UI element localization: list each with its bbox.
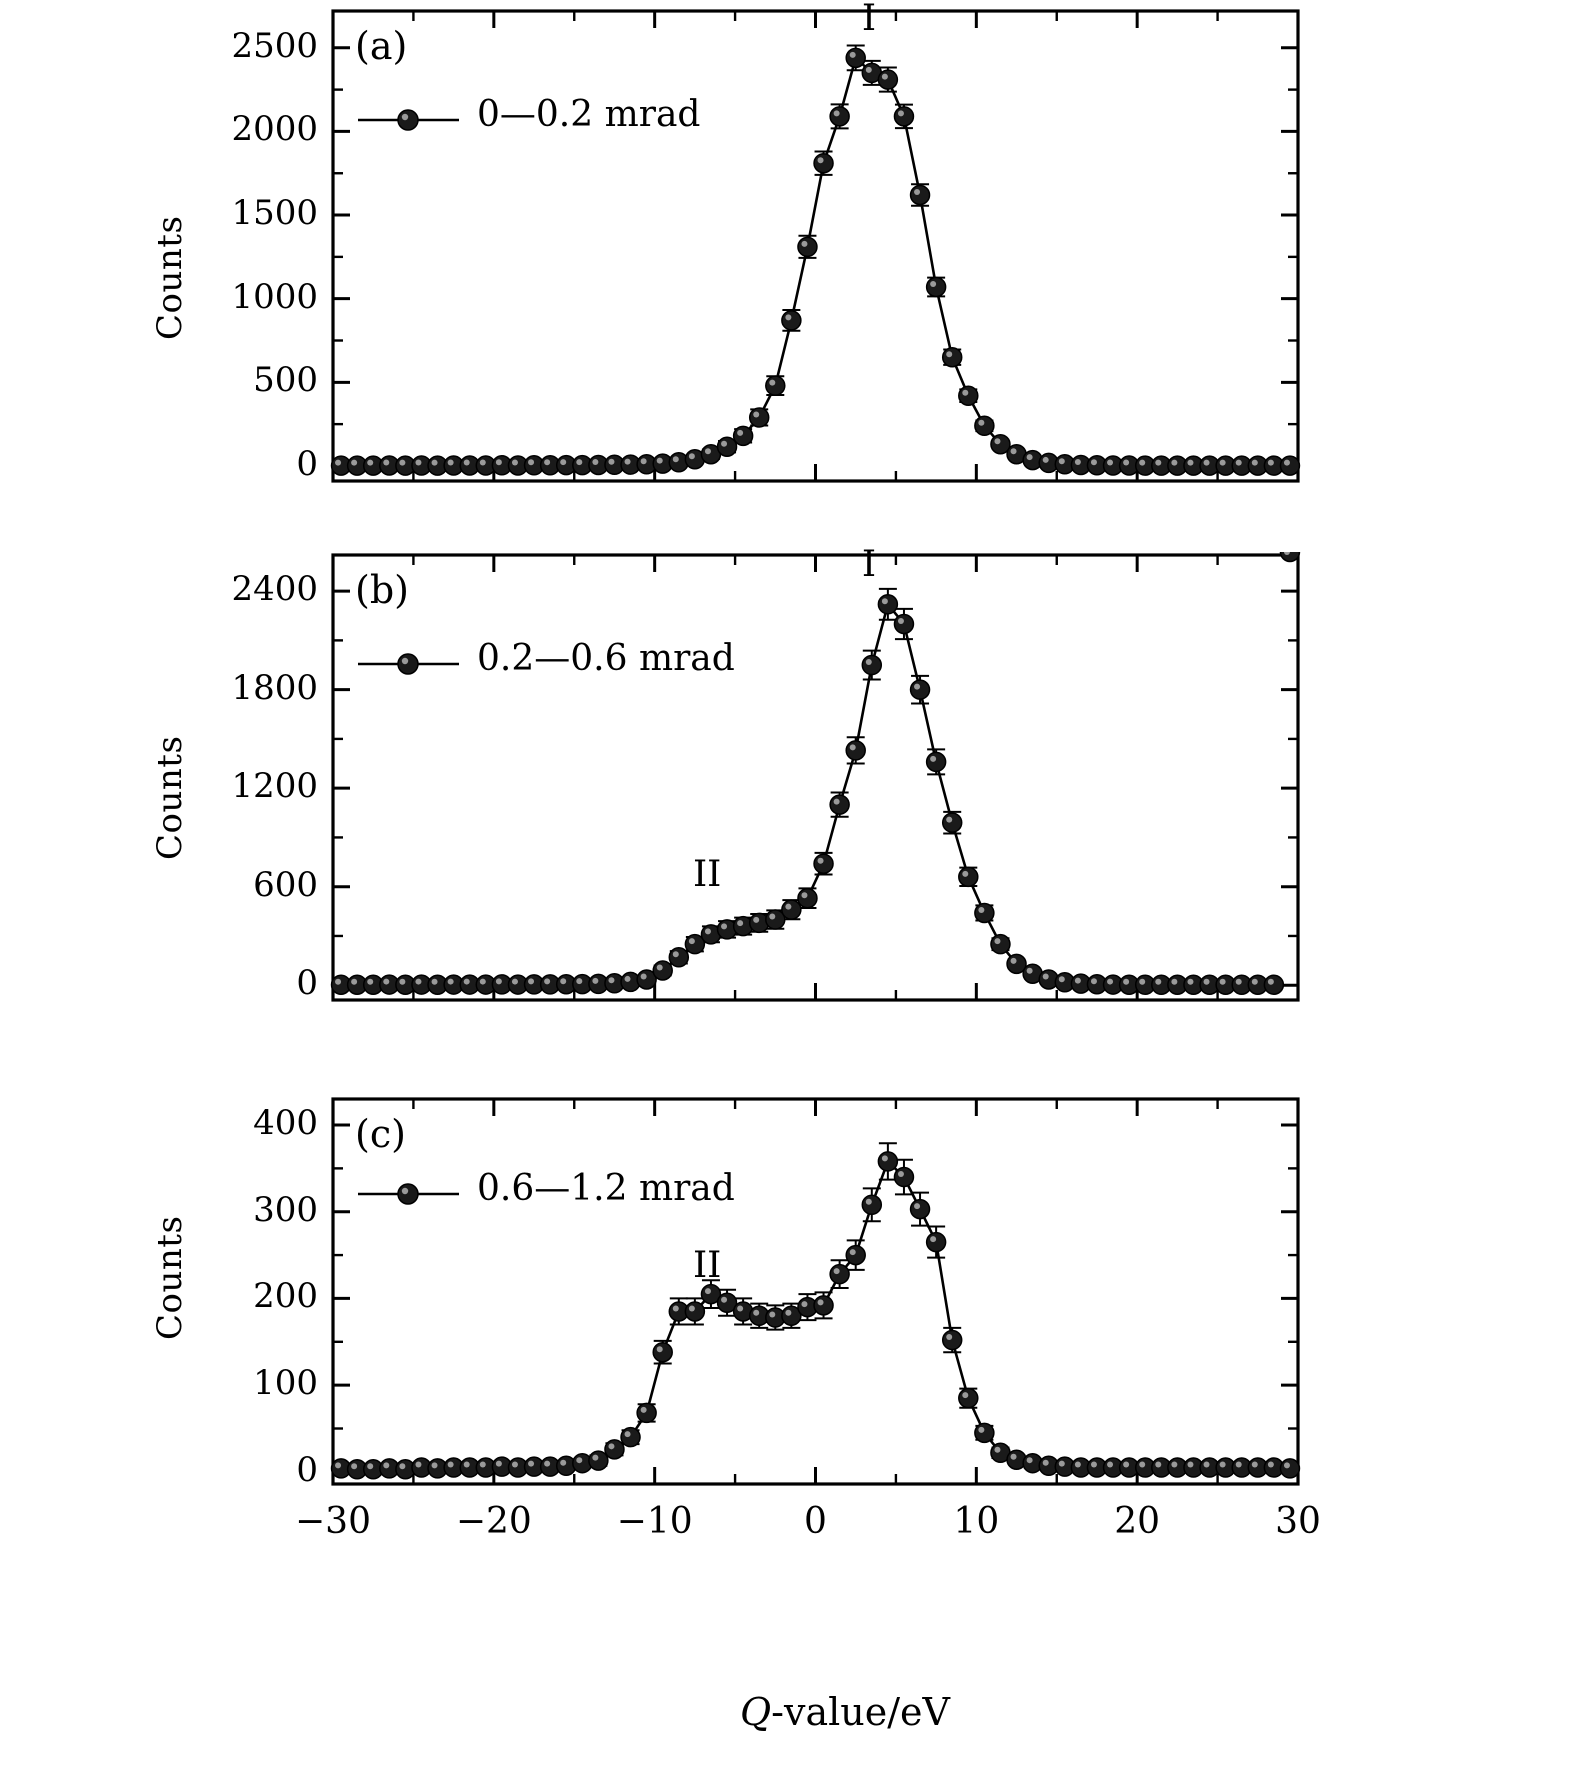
panel-tag-c: (c): [355, 1112, 406, 1156]
x-tick-label: 10: [953, 1501, 1000, 1542]
y-axis-label-c: Counts: [150, 1215, 190, 1340]
panel-tag-b: (b): [355, 568, 409, 612]
legend-label-c: 0.6—1.2 mrad: [477, 1168, 735, 1209]
x-tick-label: −10: [616, 1501, 693, 1542]
y-tick-label: 0: [296, 443, 318, 484]
y-tick-label: 1800: [231, 667, 318, 708]
legend-label-b: 0.2—0.6 mrad: [477, 638, 735, 679]
y-tick-label: 1000: [231, 276, 318, 317]
plot-a: [330, 8, 1301, 484]
x-tick-label: 20: [1114, 1501, 1161, 1542]
y-tick-label: 400: [253, 1103, 318, 1143]
y-tick-label: 600: [253, 864, 318, 905]
panel-a: [330, 8, 1301, 484]
legend-sample-b: [355, 644, 465, 684]
x-tick-label: −30: [295, 1501, 371, 1542]
y-tick-label: 0: [296, 1449, 318, 1490]
peak-annotation: II: [692, 854, 722, 896]
legend-label-a: 0—0.2 mrad: [477, 94, 701, 135]
x-tick-label: −20: [455, 1501, 532, 1542]
error-bars: [332, 552, 1299, 986]
y-tick-label: 2400: [231, 569, 318, 610]
x-axis-label-symbol: Q: [740, 1690, 772, 1734]
y-tick-label: 200: [253, 1276, 318, 1317]
y-axis-label-a: Counts: [150, 215, 190, 340]
plot-b: [330, 552, 1301, 1003]
y-tick-label: 500: [253, 360, 318, 401]
peak-annotation: I: [861, 0, 877, 40]
plot-frame: [333, 555, 1298, 1000]
x-tick-label: 0: [804, 1501, 827, 1542]
x-tick-label: 30: [1275, 1501, 1321, 1542]
peak-annotation: I: [861, 543, 877, 585]
y-tick-label: 300: [253, 1189, 318, 1230]
y-tick-label: 2500: [231, 25, 318, 66]
panel-b: [330, 552, 1301, 1003]
peak-annotation: II: [692, 1244, 722, 1286]
y-axis-label-b: Counts: [150, 735, 190, 860]
y-tick-label: 2000: [231, 109, 318, 150]
y-tick-label: 100: [253, 1363, 318, 1404]
data-markers: [332, 552, 1300, 994]
panel-tag-a: (a): [355, 24, 408, 68]
legend-sample-c: [355, 1174, 465, 1214]
x-axis-label-text: -value/eV: [771, 1690, 950, 1734]
y-tick-label: 0: [296, 963, 318, 1004]
legend-sample-a: [355, 100, 465, 140]
y-tick-label: 1500: [231, 193, 318, 234]
x-axis-label: [740, 1690, 950, 1734]
y-tick-label: 1200: [231, 766, 318, 807]
